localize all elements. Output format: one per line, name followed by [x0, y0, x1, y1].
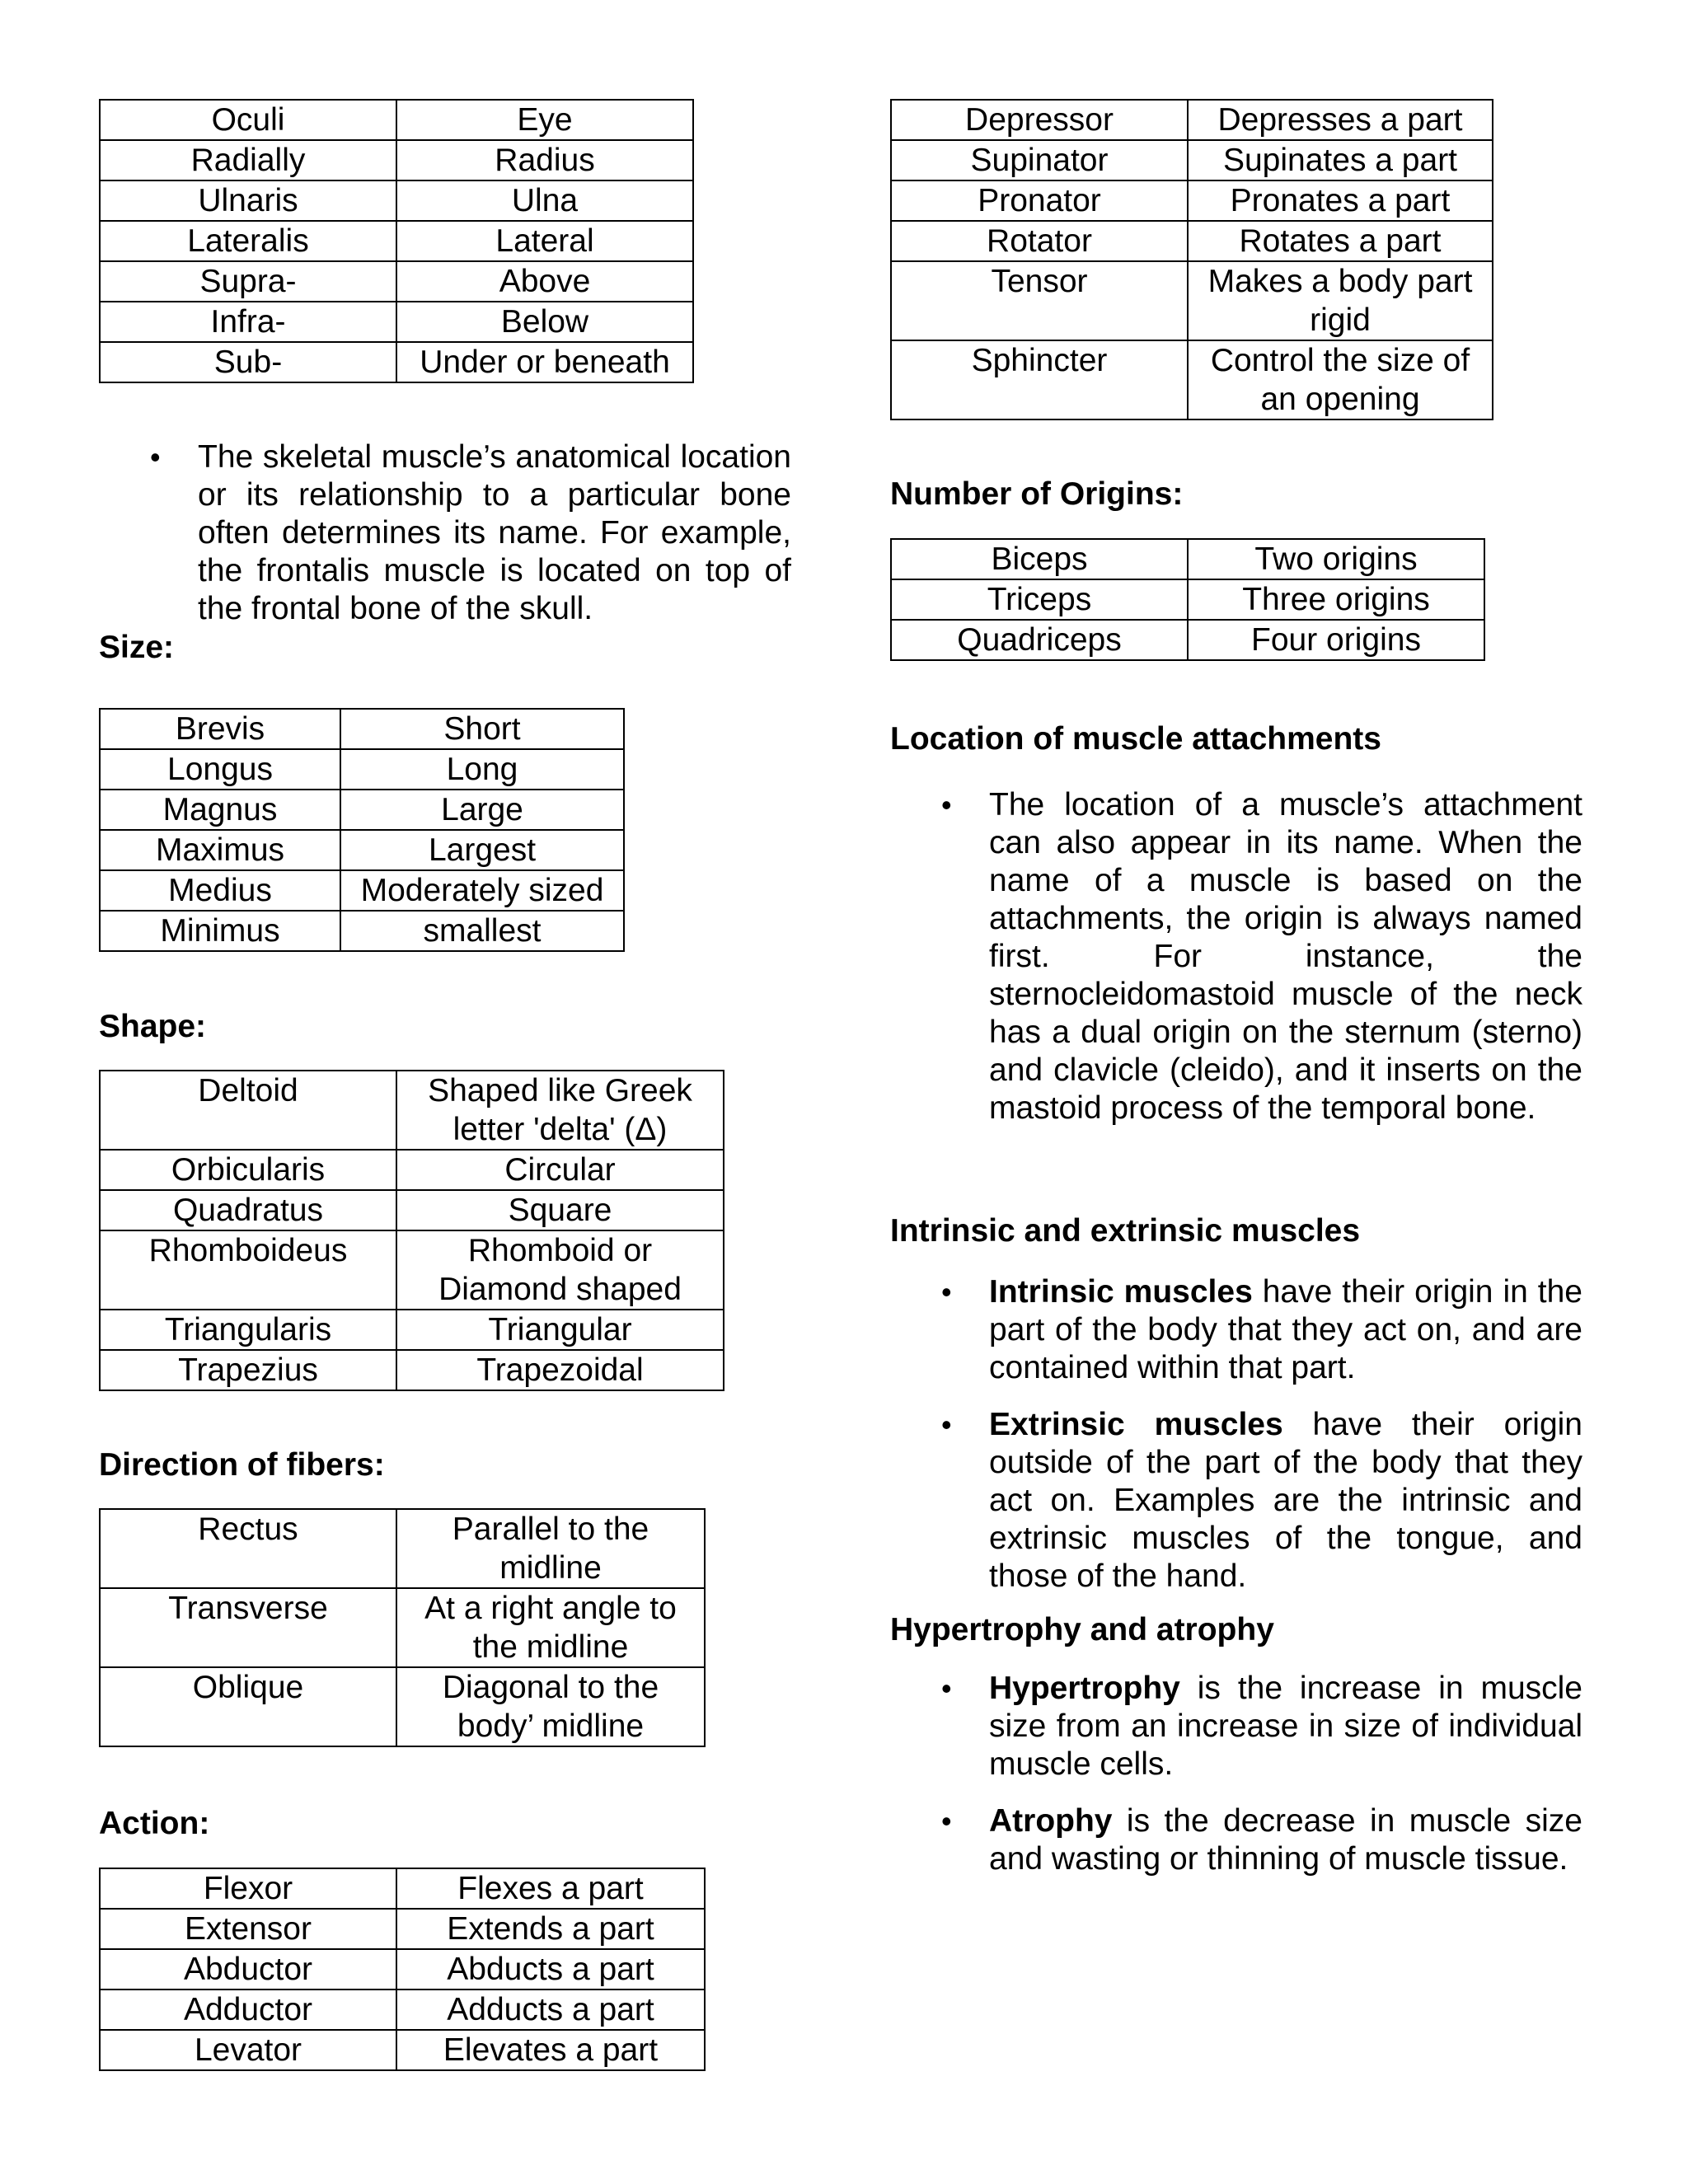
origins-heading: Number of Origins: — [890, 476, 1184, 512]
term-cell: Adductor — [100, 1990, 396, 2030]
direction-table — [99, 1508, 706, 1747]
table-row — [100, 1949, 705, 1990]
table-row — [100, 911, 624, 951]
meaning-cell: Above — [396, 261, 693, 302]
meaning-cell: Moderately sized — [340, 870, 624, 911]
table-row — [100, 2030, 705, 2070]
meaning-cell: Elevates a part — [396, 2030, 705, 2070]
table-row — [100, 830, 624, 870]
table-row — [100, 1230, 724, 1310]
table-row — [891, 539, 1484, 579]
meaning-cell: Makes a body part rigid — [1188, 261, 1493, 340]
term-cell: Longus — [100, 749, 340, 790]
term-cell: Trapezius — [100, 1350, 396, 1390]
bullet-text: is the decrease in muscle size and wasting or thinning of muscle tissue. — [989, 1803, 1582, 1877]
term-cell: Brevis — [100, 709, 340, 749]
meaning-cell: Extends a part — [396, 1909, 705, 1949]
term-cell: Ulnaris — [100, 180, 396, 221]
term-cell: Triceps — [891, 579, 1188, 620]
meaning-cell: smallest — [340, 911, 624, 951]
bullet-text: The location of a muscle’s attachment can also appear in its name. When the name of a muscle is based on the attachments, the origin is always named first. For instance, the sternocleidomastoid muscle of the neck has a dual origin on the sternum (sterno) and clavicle (cleido), and it inserts on the mastoid process of the temporal bone. — [989, 787, 1582, 1126]
table-row — [891, 620, 1484, 660]
table-row — [100, 1150, 724, 1190]
table-row — [891, 140, 1493, 180]
meaning-cell: Abducts a part — [396, 1949, 705, 1990]
meaning-cell: Ulna — [396, 180, 693, 221]
meaning-cell: Supinates a part — [1188, 140, 1493, 180]
shape-heading: Shape: — [99, 1009, 207, 1044]
term-cell: Oculi — [100, 100, 396, 140]
term-cell: Maximus — [100, 830, 340, 870]
bullet-term: Intrinsic muscles — [989, 1274, 1253, 1310]
meaning-cell: Long — [340, 749, 624, 790]
table-row — [100, 1990, 705, 2030]
table-row — [100, 1310, 724, 1350]
table-row — [100, 261, 693, 302]
table-row — [100, 1909, 705, 1949]
action-heading: Action: — [99, 1806, 210, 1841]
bullet-text: is the increase in muscle size from an increase in size of individual muscle cells. — [989, 1671, 1582, 1782]
table-row — [100, 180, 693, 221]
meaning-cell: At a right angle to the midline — [396, 1588, 705, 1667]
table-row — [100, 221, 693, 261]
term-cell: Supra- — [100, 261, 396, 302]
term-cell: Sphincter — [891, 340, 1188, 419]
table-row — [891, 100, 1493, 140]
bullet-icon: • — [941, 1804, 952, 1838]
term-cell: Rhomboideus — [100, 1230, 396, 1310]
term-cell: Deltoid — [100, 1071, 396, 1150]
table-row — [891, 261, 1493, 340]
term-cell: Orbicularis — [100, 1150, 396, 1190]
bullet-term: Atrophy — [989, 1803, 1113, 1839]
term-cell: Radially — [100, 140, 396, 180]
hypertrophy-bullet — [941, 1670, 1582, 1783]
bullet-text: have their origin in the part of the body that they act on, and are contained within that part. — [989, 1274, 1582, 1385]
attachments-bullet — [941, 786, 1582, 1127]
meaning-cell: Lateral — [396, 221, 693, 261]
meaning-cell: Triangular — [396, 1310, 724, 1350]
bullet-icon: • — [941, 788, 952, 822]
term-cell: Pronator — [891, 180, 1188, 221]
table-row — [100, 790, 624, 830]
action-table — [99, 1868, 706, 2071]
meaning-cell: Three origins — [1188, 579, 1484, 620]
meaning-cell: Below — [396, 302, 693, 342]
attachments-heading: Location of muscle attachments — [890, 721, 1381, 757]
table-row — [100, 709, 624, 749]
bullet-icon: • — [941, 1275, 952, 1309]
meaning-cell: Parallel to the midline — [396, 1509, 705, 1588]
bullet-icon: • — [150, 440, 161, 474]
term-cell: Quadratus — [100, 1190, 396, 1230]
extrinsic-bullet — [941, 1406, 1582, 1596]
meaning-cell: Radius — [396, 140, 693, 180]
table-row — [100, 1509, 705, 1588]
term-cell: Levator — [100, 2030, 396, 2070]
term-cell: Sub- — [100, 342, 396, 382]
size-table — [99, 708, 625, 952]
hypertrophy-heading: Hypertrophy and atrophy — [890, 1612, 1274, 1647]
intrinsic-bullet — [941, 1273, 1582, 1387]
bullet-text: The skeletal muscle’s anatomical location or its relationship to a particular bone often determines its name. For example, the frontalis muscle is located on top of the frontal bone of the skull. — [198, 439, 791, 626]
term-cell: Abductor — [100, 1949, 396, 1990]
meaning-cell: Flexes a part — [396, 1868, 705, 1909]
meaning-cell: Trapezoidal — [396, 1350, 724, 1390]
table-row — [100, 870, 624, 911]
meaning-cell: Two origins — [1188, 539, 1484, 579]
meaning-cell: Circular — [396, 1150, 724, 1190]
meaning-cell: Short — [340, 709, 624, 749]
meaning-cell: Diagonal to the body’ midline — [396, 1667, 705, 1746]
table-row — [100, 140, 693, 180]
table-row — [100, 302, 693, 342]
term-cell: Tensor — [891, 261, 1188, 340]
direction-heading: Direction of fibers: — [99, 1447, 385, 1483]
meaning-cell: Pronates a part — [1188, 180, 1493, 221]
meaning-cell: Depresses a part — [1188, 100, 1493, 140]
meaning-cell: Largest — [340, 830, 624, 870]
meaning-cell: Control the size of an opening — [1188, 340, 1493, 419]
location-bullet — [150, 438, 791, 628]
location-table — [99, 99, 694, 383]
meaning-cell: Four origins — [1188, 620, 1484, 660]
term-cell: Flexor — [100, 1868, 396, 1909]
term-cell: Rectus — [100, 1509, 396, 1588]
action-continued-table — [890, 99, 1493, 420]
table-row — [100, 1588, 705, 1667]
table-row — [100, 100, 693, 140]
term-cell: Transverse — [100, 1588, 396, 1667]
shape-table — [99, 1070, 724, 1391]
table-row — [100, 1667, 705, 1746]
table-row — [100, 1071, 724, 1150]
term-cell: Triangularis — [100, 1310, 396, 1350]
meaning-cell: Eye — [396, 100, 693, 140]
intrinsic-heading: Intrinsic and extrinsic muscles — [890, 1213, 1361, 1249]
meaning-cell: Under or beneath — [396, 342, 693, 382]
term-cell: Quadriceps — [891, 620, 1188, 660]
table-row — [100, 749, 624, 790]
term-cell: Biceps — [891, 539, 1188, 579]
meaning-cell: Rhomboid or Diamond shaped — [396, 1230, 724, 1310]
meaning-cell: Adducts a part — [396, 1990, 705, 2030]
term-cell: Supinator — [891, 140, 1188, 180]
term-cell: Magnus — [100, 790, 340, 830]
table-row — [100, 1868, 705, 1909]
term-cell: Minimus — [100, 911, 340, 951]
bullet-icon: • — [941, 1408, 952, 1441]
term-cell: Extensor — [100, 1909, 396, 1949]
term-cell: Medius — [100, 870, 340, 911]
table-row — [100, 1190, 724, 1230]
term-cell: Rotator — [891, 221, 1188, 261]
meaning-cell: Rotates a part — [1188, 221, 1493, 261]
bullet-icon: • — [941, 1671, 952, 1705]
table-row — [891, 221, 1493, 261]
atrophy-bullet — [941, 1802, 1582, 1878]
meaning-cell: Large — [340, 790, 624, 830]
meaning-cell: Square — [396, 1190, 724, 1230]
size-heading: Size: — [99, 630, 175, 665]
table-row — [100, 342, 693, 382]
table-row — [100, 1350, 724, 1390]
term-cell: Oblique — [100, 1667, 396, 1746]
term-cell: Lateralis — [100, 221, 396, 261]
meaning-cell: Shaped like Greek letter 'delta' (Δ) — [396, 1071, 724, 1150]
term-cell: Depressor — [891, 100, 1188, 140]
origins-table — [890, 538, 1485, 661]
bullet-term: Hypertrophy — [989, 1671, 1180, 1706]
table-row — [891, 180, 1493, 221]
term-cell: Infra- — [100, 302, 396, 342]
table-row — [891, 340, 1493, 419]
bullet-text: have their origin outside of the part of the body that they act on. Examples are the intrinsic and extrinsic muscles of the tongue, and those of the hand. — [989, 1407, 1582, 1594]
bullet-term: Extrinsic muscles — [989, 1407, 1283, 1442]
table-row — [891, 579, 1484, 620]
